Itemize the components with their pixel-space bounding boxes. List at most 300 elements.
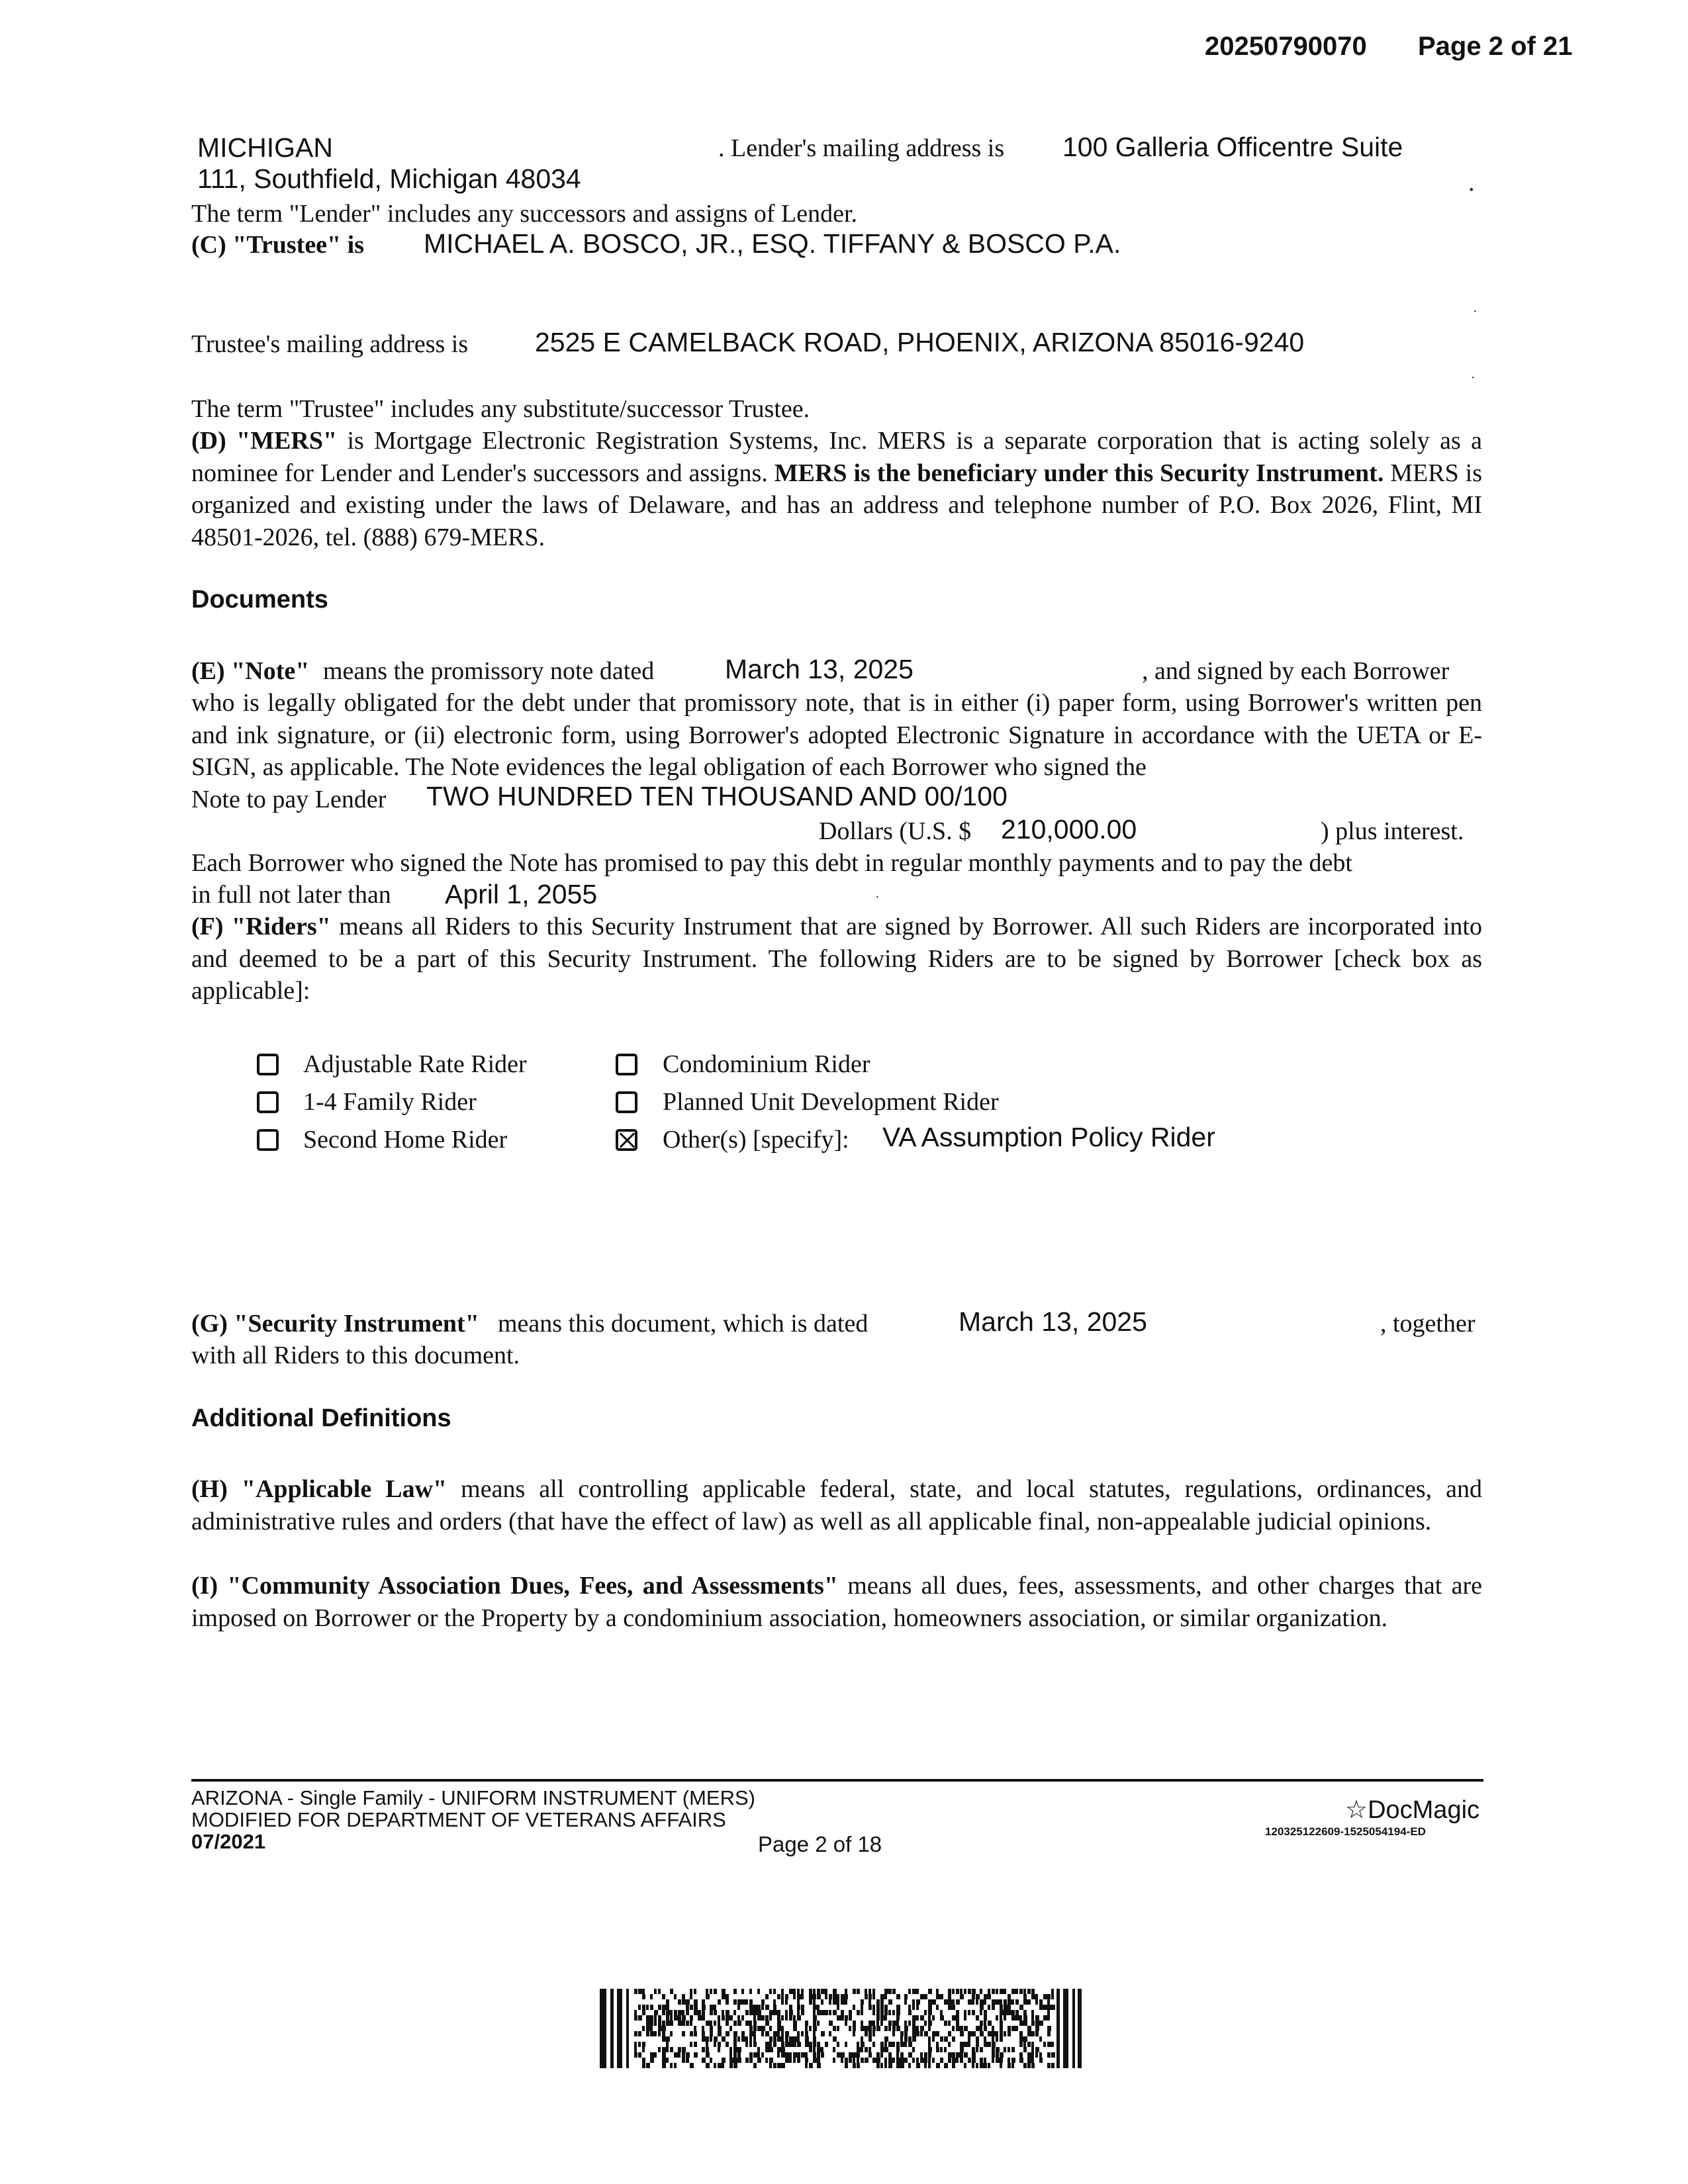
barcode-module <box>920 2026 924 2031</box>
barcode-module <box>1035 1999 1038 2005</box>
barcode-module <box>793 1994 796 1999</box>
barcode-module <box>888 2026 891 2031</box>
barcode-module <box>706 1994 710 1999</box>
barcode-module <box>916 2063 920 2068</box>
barcode-module <box>948 2021 951 2026</box>
barcode-module <box>896 2042 900 2047</box>
barcode-module <box>912 2047 915 2052</box>
footer-rule <box>191 1779 1483 1782</box>
barcode-module <box>825 1989 827 1994</box>
barcode-module <box>956 2052 960 2058</box>
barcode-module <box>916 2005 919 2010</box>
barcode-module <box>872 2026 876 2031</box>
barcode-module <box>745 2042 748 2047</box>
barcode-module <box>908 2042 912 2047</box>
barcode-module <box>872 2021 875 2026</box>
barcode-module <box>773 2005 776 2010</box>
barcode-module <box>865 2026 868 2031</box>
barcode-module <box>777 2015 780 2021</box>
barcode-module <box>868 1994 872 1999</box>
barcode-module <box>821 1989 825 1994</box>
stray-mark-3: · <box>875 890 880 905</box>
barcode-module <box>968 1999 972 2005</box>
barcode-module <box>861 1999 864 2005</box>
barcode-module <box>904 1994 908 1999</box>
barcode-module <box>797 2031 800 2036</box>
barcode-module <box>805 2031 808 2036</box>
barcode-module <box>876 2005 880 2010</box>
barcode-module <box>916 2026 919 2031</box>
barcode-module <box>964 2052 968 2058</box>
barcode-module <box>964 2010 966 2015</box>
barcode-module <box>952 2058 956 2063</box>
barcode-module <box>642 1989 645 1994</box>
barcode-module <box>948 2058 951 2063</box>
barcode-module <box>666 2005 669 2010</box>
barcode-module <box>1035 2015 1039 2021</box>
barcode-module <box>694 2026 696 2031</box>
barcode-module <box>904 2026 908 2031</box>
barcode-module <box>737 2005 740 2010</box>
barcode-module <box>896 2015 900 2021</box>
barcode-module <box>658 2031 661 2036</box>
barcode-module <box>781 2031 784 2036</box>
barcode-module <box>646 2063 650 2068</box>
barcode-module <box>718 2042 721 2047</box>
barcode-module <box>952 2005 955 2010</box>
barcode-module <box>968 1989 971 1994</box>
barcode-module <box>896 2052 899 2058</box>
barcode-module <box>896 1994 900 1999</box>
footer-line3: 07/2021 <box>191 1830 266 1853</box>
barcode-module <box>857 1989 860 1994</box>
barcode-module <box>777 2047 781 2052</box>
barcode-module <box>1000 2036 1003 2042</box>
barcode-module <box>777 2026 781 2031</box>
barcode-module <box>1019 2058 1023 2063</box>
barcode-module <box>1023 1994 1027 1999</box>
barcode-module <box>956 2010 959 2015</box>
barcode-module <box>690 2021 692 2026</box>
barcode-module <box>678 2010 682 2015</box>
barcode-module <box>837 2052 841 2058</box>
barcode-module <box>773 2063 776 2068</box>
barcode-module <box>980 1999 984 2005</box>
barcode-module <box>745 2010 749 2015</box>
barcode-module <box>980 1989 982 1994</box>
barcode-module <box>1008 2058 1010 2063</box>
barcode-module <box>960 1989 962 1994</box>
barcode-module <box>781 1999 784 2005</box>
docmagic-logo <box>1345 1795 1479 1825</box>
barcode-module <box>972 2058 976 2063</box>
docmagic-brand: DocMagic <box>1368 1796 1480 1824</box>
barcode-module <box>833 2047 835 2052</box>
barcode-module <box>984 2026 987 2031</box>
barcode-module <box>920 2031 923 2036</box>
barcode-module <box>813 2047 816 2052</box>
barcode-module <box>809 2026 812 2031</box>
barcode-module <box>642 2005 645 2010</box>
rider-checkbox-1-4-family[interactable] <box>257 1091 279 1113</box>
barcode-module <box>749 2042 752 2047</box>
barcode-module <box>888 2058 892 2063</box>
barcode-module <box>702 2005 706 2010</box>
barcode-module <box>773 2036 776 2042</box>
barcode-module <box>868 2026 872 2031</box>
barcode-module <box>920 1994 924 1999</box>
barcode-module <box>805 2058 808 2063</box>
mers-paragraph <box>191 425 1482 553</box>
barcode-module <box>912 1999 915 2005</box>
barcode-module <box>726 2042 729 2047</box>
note-date: March 13, 2025 <box>725 654 914 684</box>
barcode-module <box>710 2031 713 2036</box>
barcode-module <box>733 2021 737 2026</box>
barcode-module <box>785 1994 788 1999</box>
barcode-module <box>996 2036 998 2042</box>
barcode-module <box>737 2015 740 2021</box>
barcode-module <box>988 2063 990 2068</box>
rider-checkbox-other[interactable] <box>616 1129 637 1151</box>
barcode-module <box>662 2005 666 2010</box>
barcode-module <box>801 1989 804 1994</box>
barcode-module <box>948 2005 952 2010</box>
barcode-module <box>1035 1994 1038 1999</box>
barcode-module <box>932 2031 936 2036</box>
barcode-module <box>666 2058 669 2063</box>
barcode-module <box>849 2052 853 2058</box>
barcode-module <box>912 2036 916 2042</box>
barcode-module <box>928 2047 932 2052</box>
barcode-module <box>722 1989 726 1994</box>
barcode-module <box>769 2047 773 2052</box>
barcode-module <box>992 2052 995 2058</box>
barcode-module <box>956 2021 959 2026</box>
barcode-module <box>845 1989 847 1994</box>
barcode-module <box>1031 2042 1034 2047</box>
barcode-module <box>706 1989 708 1994</box>
barcode-module <box>884 2026 888 2031</box>
rider-label-pud: Planned Unit Development Rider <box>663 1088 999 1116</box>
barcode-module <box>928 2015 931 2021</box>
barcode-module <box>928 2010 932 2015</box>
barcode-module <box>972 2063 974 2068</box>
barcode-module <box>801 1994 804 1999</box>
barcode-module <box>996 2047 1000 2052</box>
barcode-module <box>972 2047 975 2052</box>
barcode-module <box>817 2052 820 2058</box>
barcode-module <box>880 2042 884 2047</box>
barcode-module <box>880 1999 884 2005</box>
rider-checkbox-adjustable-rate[interactable] <box>257 1054 279 1075</box>
barcode-module <box>936 2042 939 2047</box>
trustee-name: MICHAEL A. BOSCO, JR., ESQ. TIFFANY & BOSCO P.A. <box>424 228 1121 259</box>
barcode-module <box>710 1989 712 1994</box>
barcode-module <box>761 2005 764 2010</box>
barcode-module <box>884 2063 887 2068</box>
barcode-module <box>718 2015 720 2021</box>
maturity-date: April 1, 2055 <box>445 879 598 909</box>
barcode-module <box>710 2058 712 2063</box>
barcode-module <box>904 2058 908 2063</box>
barcode-module <box>972 1989 976 1994</box>
barcode-module <box>821 2052 824 2058</box>
barcode-module <box>1004 1999 1007 2005</box>
barcode-module <box>729 2052 732 2058</box>
barcode-module <box>757 2058 761 2063</box>
barcode-module <box>1027 2042 1031 2047</box>
barcode-module <box>829 2021 833 2026</box>
barcode-module <box>678 2052 680 2058</box>
barcode-module <box>956 2058 959 2063</box>
barcode-module <box>749 2052 753 2058</box>
barcode-module <box>634 2010 637 2015</box>
barcode-module <box>781 2063 785 2068</box>
barcode-module <box>960 2052 963 2058</box>
note-label: (E) "Note" <box>191 657 310 685</box>
barcode-module <box>868 1989 871 1994</box>
barcode-module <box>741 2015 744 2021</box>
barcode-module <box>1011 2058 1015 2063</box>
barcode-module <box>809 1994 813 1999</box>
barcode-module <box>984 2058 986 2063</box>
barcode-module <box>880 2021 883 2026</box>
barcode-module <box>729 2047 732 2052</box>
barcode-module <box>745 2021 749 2026</box>
note-amount: 210,000.00 <box>1001 814 1137 844</box>
barcode-module <box>817 2063 821 2068</box>
barcode-module <box>706 2021 710 2026</box>
barcode-module <box>1039 1999 1043 2005</box>
barcode-module <box>785 2015 788 2021</box>
barcode-module <box>662 1994 665 1999</box>
barcode-module <box>972 2010 975 2015</box>
security-suffix: , together <box>1380 1310 1476 1338</box>
barcode-module <box>845 1994 848 1999</box>
additional-heading: Additional Definitions <box>191 1404 451 1432</box>
barcode-module <box>968 2042 970 2047</box>
barcode-module <box>996 2052 999 2058</box>
barcode-module <box>865 2031 868 2036</box>
barcode-module <box>813 2036 816 2042</box>
barcode-module <box>805 2042 809 2047</box>
barcode-module <box>674 2063 677 2068</box>
barcode-module <box>904 2031 908 2036</box>
barcode-module <box>777 2036 781 2042</box>
barcode-module <box>884 2042 887 2047</box>
barcode-module <box>853 2031 855 2036</box>
barcode-module <box>912 1989 916 1994</box>
barcode-module <box>849 2015 852 2021</box>
barcode-module <box>642 2026 645 2031</box>
rider-checkbox-condominium[interactable] <box>616 1054 637 1075</box>
barcode-module <box>1035 2026 1039 2031</box>
barcode-module <box>868 2021 872 2026</box>
barcode-module <box>908 2005 911 2010</box>
barcode-module <box>892 2010 895 2015</box>
barcode-module <box>980 2026 982 2031</box>
barcode-module <box>686 2021 689 2026</box>
barcode-module <box>884 2005 888 2010</box>
barcode-module <box>833 2058 835 2063</box>
barcode-module <box>686 2005 689 2010</box>
barcode-module <box>916 1999 920 2005</box>
barcode-module <box>837 2042 839 2047</box>
barcode-module <box>948 2031 951 2036</box>
barcode-module <box>1051 1994 1054 1999</box>
barcode-module <box>777 2010 780 2015</box>
barcode-module <box>1023 2042 1026 2047</box>
security-label: (G) "Security Instrument" <box>191 1310 479 1338</box>
barcode-module <box>992 1989 995 1994</box>
barcode-module <box>853 2026 856 2031</box>
barcode-module <box>1031 1989 1035 1994</box>
barcode-module <box>976 2063 978 2068</box>
barcode-module <box>984 1994 988 1999</box>
barcode-module <box>662 2036 666 2042</box>
barcode-module <box>753 2042 757 2047</box>
barcode-module <box>960 2026 963 2031</box>
barcode-module <box>984 2036 986 2042</box>
barcode-module <box>833 2010 837 2015</box>
barcode-module <box>1043 1994 1047 1999</box>
footer-line2: MODIFIED FOR DEPARTMENT OF VETERANS AFFAIRS <box>191 1808 726 1831</box>
barcode-module <box>884 2047 888 2052</box>
barcode-module <box>956 1999 960 2005</box>
riders-text: means all Riders to this Security Instrument that are signed by Borrower. All such Riders are incorporated into and deemed to be a part of this Security Instrument. The following Riders are to be signed by Borrower [check box as applicable]: <box>191 913 1482 1005</box>
barcode-module <box>980 2058 983 2063</box>
barcode-module <box>876 2058 880 2063</box>
barcode-module <box>1031 2010 1034 2015</box>
barcode-module <box>904 2021 907 2026</box>
barcode-module <box>666 2047 669 2052</box>
barcode-module <box>876 2010 880 2015</box>
barcode-module <box>797 2010 800 2015</box>
barcode-module <box>662 2047 666 2052</box>
barcode-module <box>694 2031 697 2036</box>
barcode-module <box>698 2015 702 2021</box>
trustee-address: 2525 E CAMELBACK ROAD, PHOENIX, ARIZONA 85016-9240 <box>535 327 1305 357</box>
barcode-module <box>702 2058 706 2063</box>
barcode-module <box>686 2058 689 2063</box>
barcode-module <box>797 2036 800 2042</box>
barcode-module <box>813 2042 816 2047</box>
barcode-module <box>948 2052 952 2058</box>
barcode-module <box>829 2031 831 2036</box>
barcode-module <box>1031 2052 1034 2058</box>
barcode-module <box>773 1989 776 1994</box>
mers-text-bold: MERS is the beneficiary under this Security Instrument. <box>774 459 1384 487</box>
barcode-module <box>876 2063 880 2068</box>
barcode-module <box>908 2052 912 2058</box>
barcode-module <box>960 1994 964 1999</box>
barcode-module <box>884 2036 888 2042</box>
barcode-module <box>753 2010 757 2015</box>
barcode-module <box>634 1989 637 1994</box>
barcode-module <box>952 2015 956 2021</box>
barcode-module <box>968 2010 970 2015</box>
dollars-label: Dollars (U.S. $ <box>819 817 972 845</box>
barcode-module <box>888 2063 892 2068</box>
barcode-module <box>896 2047 900 2052</box>
barcode-module <box>1039 2005 1043 2010</box>
barcode-module <box>928 2052 931 2058</box>
barcode-module <box>733 2052 737 2058</box>
barcode-module <box>952 1989 955 1994</box>
rider-checkbox-pud[interactable] <box>616 1091 637 1113</box>
barcode-module <box>924 2010 927 2015</box>
barcode-module <box>868 2031 872 2036</box>
barcode-module <box>1051 2042 1054 2047</box>
barcode-module <box>793 2052 797 2058</box>
rider-checkbox-second-home[interactable] <box>257 1129 279 1151</box>
barcode-module <box>876 2015 880 2021</box>
barcode-module <box>948 1994 951 1999</box>
barcode-module <box>690 2063 694 2068</box>
barcode-module <box>642 2063 645 2068</box>
barcode-module <box>761 2052 764 2058</box>
barcode-module <box>900 2042 904 2047</box>
barcode-module <box>777 2031 780 2036</box>
barcode-module <box>718 2047 720 2052</box>
barcode-module <box>670 2010 673 2015</box>
barcode-module <box>976 1999 978 2005</box>
barcode-module <box>928 2005 932 2010</box>
barcode-module <box>757 2010 761 2015</box>
barcode-module <box>872 2042 875 2047</box>
barcode-module <box>706 2036 709 2042</box>
barcode-module <box>714 1989 717 1994</box>
barcode-module <box>928 2063 931 2068</box>
barcode-module <box>837 2015 841 2021</box>
barcode-module <box>702 2047 705 2052</box>
barcode-module <box>984 2010 987 2015</box>
rider-label-other: Other(s) [specify]: <box>663 1126 849 1154</box>
barcode-module <box>940 1994 943 1999</box>
barcode-module <box>932 1999 936 2005</box>
barcode-module <box>853 2063 856 2068</box>
barcode-module <box>694 2005 698 2010</box>
barcode-module <box>1027 1989 1031 1994</box>
barcode-module <box>1039 2058 1043 2063</box>
barcode-module <box>888 2021 892 2026</box>
barcode-module <box>932 2058 935 2063</box>
barcode-module <box>1019 2015 1022 2021</box>
barcode-module <box>670 2063 673 2068</box>
barcode-module <box>984 2042 988 2047</box>
barcode-module <box>714 2063 716 2068</box>
barcode-module <box>964 1989 966 1994</box>
barcode-module <box>789 2052 792 2058</box>
barcode-module <box>634 2047 637 2052</box>
barcode-module <box>868 1999 871 2005</box>
barcode-module <box>868 2005 872 2010</box>
barcode-module <box>733 2063 737 2068</box>
barcode-module <box>837 1999 839 2005</box>
barcode-module <box>722 2010 724 2015</box>
barcode-module <box>992 2026 994 2031</box>
barcode-module <box>694 1999 698 2005</box>
rider-label-second-home: Second Home Rider <box>303 1126 508 1154</box>
barcode-module <box>972 1994 975 1999</box>
barcode-module <box>924 2021 927 2026</box>
barcode-module <box>888 1989 892 1994</box>
barcode-module <box>884 2015 887 2021</box>
barcode-module <box>821 2031 825 2036</box>
lender-address-line2: 111, Southfield, Michigan 48034 <box>197 163 581 194</box>
barcode-module <box>722 1994 726 1999</box>
